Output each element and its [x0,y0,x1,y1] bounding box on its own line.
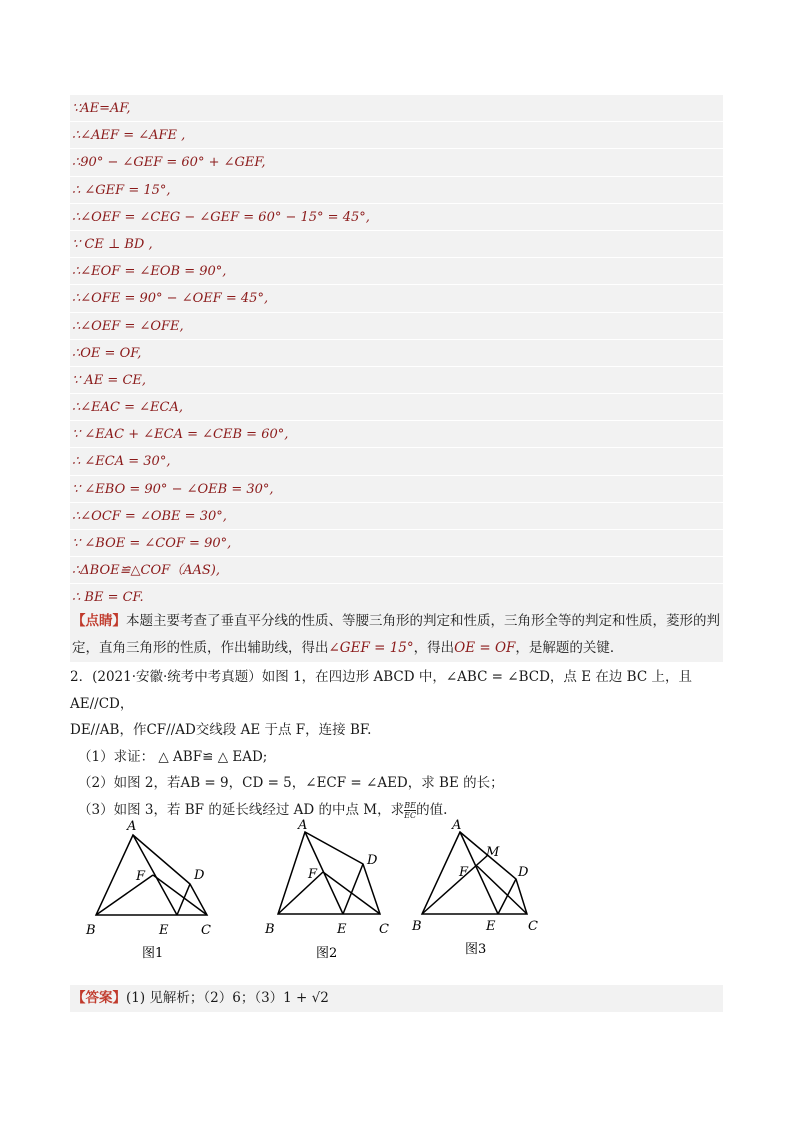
note-text: 本题主要考查了垂直平分线的性质、等腰三角形的判定和性质，三角形全等的判定和性质，菱形的判定，直角三角形的性质，作出辅助线，得出 [72,613,720,656]
label-D: D [367,853,378,868]
answer-text: (1) 见解析；（2）6；（3）1 + √2 [126,990,329,1006]
label-E: E [486,919,496,934]
segment-DE [177,884,190,915]
solution-line: ∴OE = OF, [70,340,723,367]
note-tag: 【点睛】 [72,613,126,629]
label-E: E [159,923,169,938]
solution-line: ∴∠OEF = ∠CEG − ∠GEF = 60° − 15° = 45°, [70,204,723,231]
figure-3-caption: 图3 [465,942,487,957]
label-F: F [308,867,318,882]
question-2: （2）如图 2，若AB = 9，CD = 5，∠ECF = ∠AED，求 BE 的长； [78,775,504,791]
problem-2 [70,664,730,823]
solution-line: ∴∠OEF = ∠OFE, [70,313,723,340]
solution-line: ∴ BE = CF. [70,584,723,611]
note-text: ，是解题的关键． [515,640,624,656]
solution-line: ∵ ∠EBO = 90° − ∠OEB = 30°, [70,476,723,503]
problem-statement: DE//AB，作CF//AD交线段 AE 于点 F，连接 BF. [70,722,372,738]
segment-FC [323,872,380,914]
key-point-note [70,608,723,662]
solution-line: ∴ ∠GEF = 15°, [70,177,723,204]
solution-line: ∴∠OFE = 90° − ∠OEF = 45°, [70,285,723,312]
label-A: A [298,818,308,833]
note-math: OE = OF [454,640,516,656]
solution-line: ∴∠AEF = ∠AFE , [70,122,723,149]
solution-line: ∴∠EAC = ∠ECA, [70,394,723,421]
figure-1 [96,835,207,915]
solution-block [70,95,723,612]
solution-line: ∴∠EOF = ∠EOB = 90°, [70,258,723,285]
note-math: ∠GEF = 15° [328,640,414,656]
label-A: A [127,819,137,834]
label-D: D [518,865,529,880]
question-3-text: （3）如图 3，若 BF 的延长线经过 AD 的中点 M，求 [78,801,405,818]
label-M: M [486,845,500,860]
question-3-text: 的值. [416,801,448,818]
label-F: F [459,865,469,880]
solution-line: ∵ ∠BOE = ∠COF = 90°, [70,530,723,557]
solution-line: ∵ AE = CE, [70,367,723,394]
fraction-numerator: BE [404,800,416,810]
segment-DE [498,879,516,914]
figure-2-quad [278,832,380,914]
solution-line: ∴ΔBOE≌△COF（AAS), [70,557,723,584]
label-A: A [452,818,462,833]
answer-tag: 【答案】 [72,990,126,1006]
figure-2-caption: 图2 [316,946,338,961]
label-C: C [379,922,389,937]
segment-BM [422,855,488,914]
question-1: （1）求证： △ ABF≌ △ EAD; [78,748,268,765]
label-B: B [412,919,422,934]
label-C: C [201,923,211,938]
figure-3 [422,832,527,914]
label-D: D [194,868,205,883]
geometry-figures [80,812,550,962]
label-B: B [86,923,96,938]
fraction-denominator: EC [404,810,417,820]
figure-3-quad [422,832,527,914]
problem-statement: 2．(2021·安徽·统考中考真题）如图 1，在四边形 ABCD 中，∠ABC = ∠BCD，点 E 在边 BC 上，且AE//CD， [70,669,692,712]
label-B: B [265,922,275,937]
label-C: C [528,919,538,934]
solution-line: ∵ ∠EAC + ∠ECA = ∠CEB = 60°, [70,421,723,448]
solution-line: ∵AE=AF, [70,95,723,122]
note-text: ，得出 [413,640,455,656]
figure-1-caption: 图1 [142,946,164,961]
solution-line: ∵ CE ⊥ BD , [70,231,723,258]
solution-line: ∴90° − ∠GEF = 60° + ∠GEF, [70,149,723,176]
figure-2 [278,832,380,914]
label-E: E [337,922,347,937]
label-F: F [136,869,146,884]
solution-line: ∴∠OCF = ∠OBE = 30°, [70,503,723,530]
answer-block [70,985,723,1012]
solution-line: ∴ ∠ECA = 30°, [70,448,723,475]
